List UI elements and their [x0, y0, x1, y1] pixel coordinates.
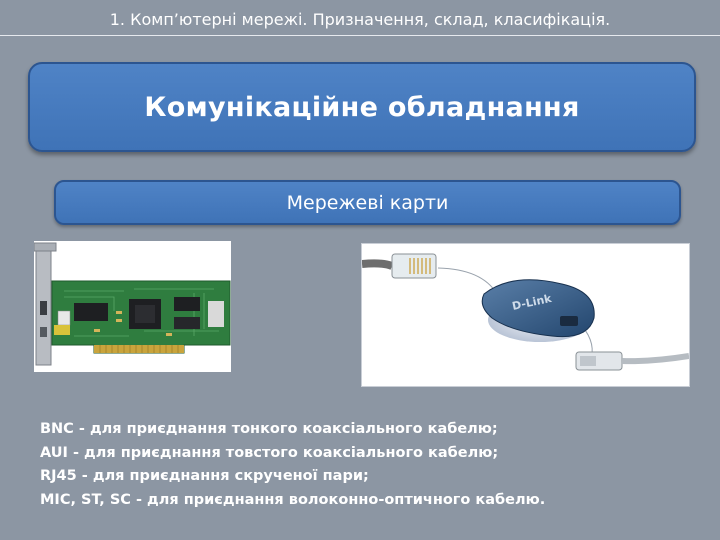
connector-list	[40, 418, 700, 512]
heading-box	[28, 62, 696, 152]
heading-text: Комунікаційне обладнання	[144, 91, 580, 123]
connector-item-rj45: RJ45 - для приєднання скрученої пари;	[40, 468, 369, 484]
title-divider	[0, 35, 720, 36]
slide-title: 1. Комп’ютерні мережі. Призначення, склад, класифікація.	[109, 10, 611, 29]
network-card-photo	[34, 241, 231, 372]
usb-network-adapter-photo	[361, 243, 690, 387]
subheading-box	[54, 180, 681, 225]
connector-item-fiber: MIC, ST, SC - для приєднання волоконно-оптичного кабелю.	[40, 491, 546, 508]
connector-item-aui: AUI - для приєднання товстого коаксіального кабелю;	[40, 444, 499, 461]
connector-item-bnc: BNC - для приєднання тонкого коаксіального кабелю;	[40, 421, 498, 437]
usb-network-adapter-icon	[362, 244, 689, 386]
subheading-text: Мережеві карти	[286, 191, 449, 214]
network-card-icon	[34, 241, 231, 372]
adapter-brand-label: D-Link	[510, 291, 553, 313]
